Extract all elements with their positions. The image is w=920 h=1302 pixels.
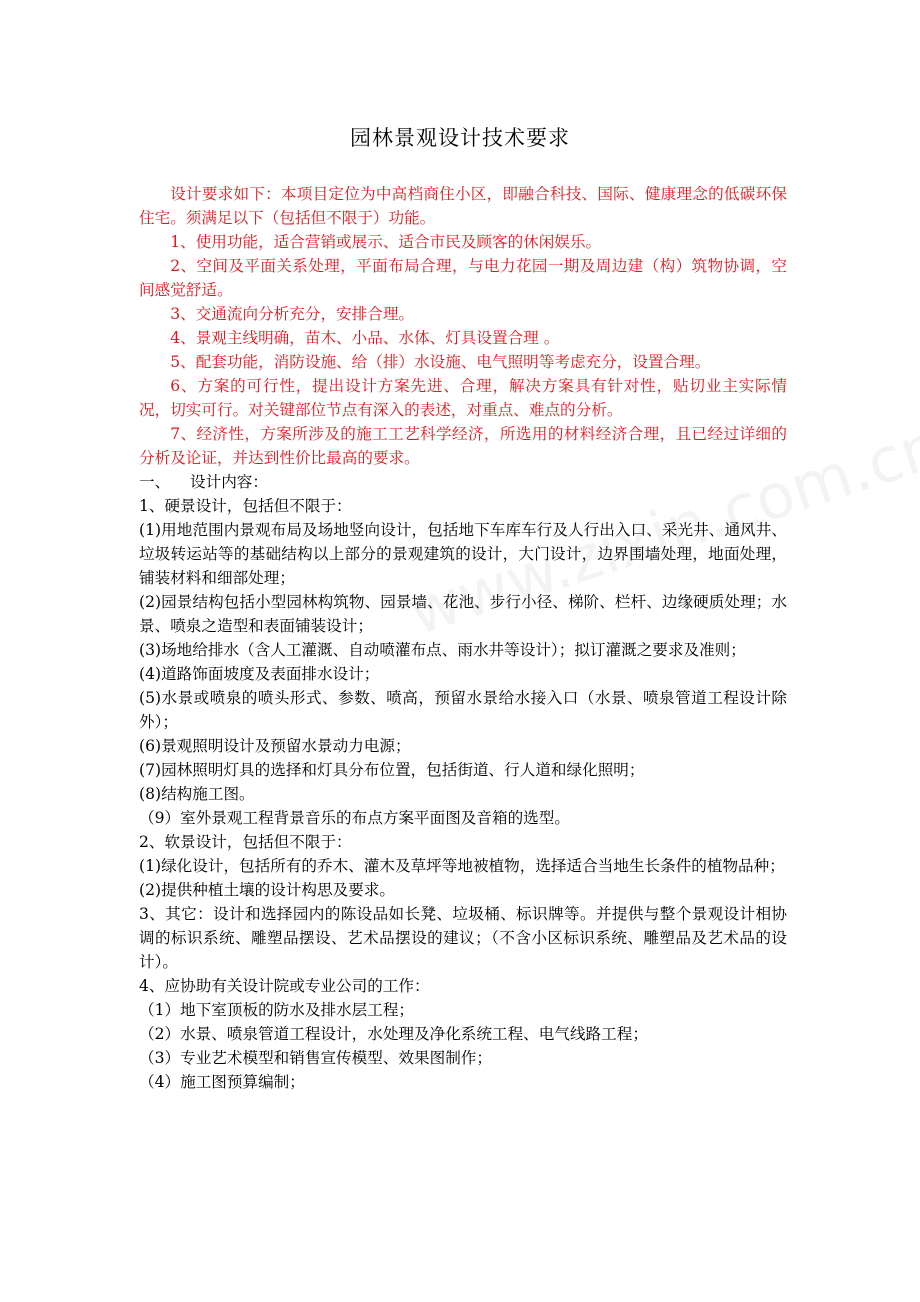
subsection-heading: 1、硬景设计，包括但不限于： <box>139 497 352 515</box>
list-item: (1)用地范围内景观布局及场地竖向设计，包括地下车库车行及人行出入口、采光井、通风井、垃圾转运站等的基础结构以上部分的景观建筑的设计，大门设计，边界围墙处理，地面处理，铺装材料和细部处理； <box>139 521 787 587</box>
list-item: （1）地下室顶板的防水及排水层工程； <box>139 1001 415 1019</box>
list-item: (2)提供种植土壤的设计构思及要求。 <box>139 881 395 899</box>
subsection-heading: 3、其它：设计和选择园内的陈设品如长凳、垃圾桶、标识牌等。并提供与整个景观设计相协调的标识系统、雕塑品摆设、艺术品摆设的建议；（不含小区标识系统、雕塑品及艺术品的设计）。 <box>139 905 787 971</box>
requirement-item: 2、空间及平面关系处理，平面布局合理，与电力花园一期及周边建（构）筑物协调，空间感觉舒适。 <box>139 257 787 299</box>
list-item: (5)水景或喷泉的喷头形式、参数、喷高，预留水景给水接入口（水景、喷泉管道工程设计除外）； <box>139 689 787 731</box>
list-item: (6)景观照明设计及预留水景动力电源； <box>139 737 411 755</box>
document-body <box>139 182 787 1094</box>
subsection-heading: 4、应协助有关设计院或专业公司的工作： <box>139 977 430 995</box>
list-item: （3）专业艺术模型和销售宣传模型、效果图制作； <box>139 1049 492 1067</box>
list-item: （2）水景、喷泉管道工程设计，水处理及净化系统工程、电气线路工程； <box>139 1025 648 1043</box>
document-title: 园林景观设计技术要求 <box>350 126 570 150</box>
requirement-item: 4、景观主线明确，苗木、小品、水体、灯具设置合理 。 <box>170 329 560 347</box>
requirement-item: 6、方案的可行性，提出设计方案先进、合理，解决方案具有针对性，贴切业主实际情况，切实可行。对关键部位节点有深入的表述，对重点、难点的分析。 <box>139 377 787 419</box>
list-item: (3)场地给排水（含人工灌溉、自动喷灌布点、雨水井等设计）；拟订灌溉之要求及准则； <box>139 641 746 659</box>
section-heading: 一、 设计内容： <box>139 473 268 491</box>
requirement-intro: 设计要求如下：本项目定位为中高档商住小区，即融合科技、国际、健康理念的低碳环保住宅。须满足以下（包括但不限于）功能。 <box>139 185 787 227</box>
requirement-item: 7、经济性，方案所涉及的施工工艺科学经济，所选用的材料经济合理，且已经过详细的分析及论证，并达到性价比最高的要求。 <box>139 425 787 467</box>
list-item: （9）室外景观工程背景音乐的布点方案平面图及音箱的选型。 <box>139 809 570 827</box>
requirement-item: 1、使用功能，适合营销或展示、适合市民及顾客的休闲娱乐。 <box>170 233 602 251</box>
list-item: （4）施工图预算编制； <box>139 1073 305 1091</box>
list-item: (2)园景结构包括小型园林构筑物、园景墙、花池、步行小径、梯阶、栏杆、边缘硬质处理；水景、喷泉之造型和表面铺装设计； <box>139 593 787 635</box>
subsection-heading: 2、软景设计，包括但不限于： <box>139 833 352 851</box>
list-item: (1)绿化设计，包括所有的乔木、灌木及草坪等地被植物，选择适合当地生长条件的植物品种； <box>139 857 785 875</box>
list-item: (4)道路饰面坡度及表面排水设计； <box>139 665 380 683</box>
requirement-item: 3、交通流向分析充分，安排合理。 <box>170 305 415 323</box>
requirement-item: 5、配套功能，消防设施、给（排）水设施、电气照明等考虑充分，设置合理。 <box>170 353 711 371</box>
list-item: (8)结构施工图。 <box>139 785 255 803</box>
list-item: (7)园林照明灯具的选择和灯具分布位置，包括街道、行人道和绿化照明； <box>139 761 645 779</box>
